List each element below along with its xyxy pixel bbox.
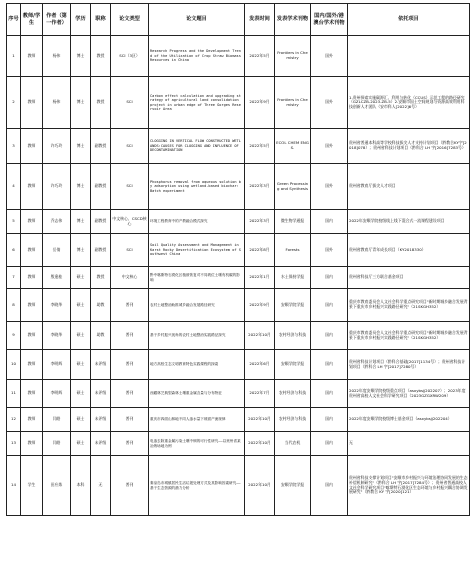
table-row [7,36,470,77]
paper-type-cell: 普刊 [111,380,149,408]
paper-title-cell: CLOGGING IN VERTICAL FLOW CONSTRUCTED WETLANDS:CAUSES FOR CLOGGING AND INFLUENCE OF DECONTAMINATION [149,129,245,164]
table-row [7,380,470,408]
row-number-cell: 9 [7,322,21,350]
publish-date-cell: 2022年10月 [245,408,275,432]
title-rank-cell: 副教授 [91,210,111,234]
paper-title-cell: 基于乡村振兴视角的农村土地整治实践路径探究 [149,322,245,350]
role-cell: 教师 [21,77,43,129]
role-cell: 教师 [21,408,43,432]
author-cell: 闫皓 [43,432,71,456]
education-cell: 硕士 [71,289,91,322]
publish-date-cell: 2022年3月 [245,210,275,234]
journal-region-cell: 国外 [311,36,348,77]
author-cell: 李晓华 [43,322,71,350]
title-rank-cell: 教授 [91,36,111,77]
header-cell: 论文题目 [149,4,245,36]
table-row [7,234,470,267]
title-rank-cell: 教授 [91,267,111,289]
title-rank-cell: 助教 [91,289,111,322]
title-rank-cell: 副教授 [91,164,111,210]
header-cell: 发表学术刊物 [275,4,311,36]
row-number-cell: 13 [7,432,21,456]
journal-cell: 安顺学院学报 [275,456,311,516]
author-cell: 许巧玲 [43,129,71,164]
paper-type-cell: 普刊 [111,289,149,322]
education-cell: 博士 [71,129,91,164]
paper-title-cell: Carbon effect calculation and upgrading strategy of agricultural land consolidation project in urban edge of Three Gorges Reservoir Area [149,77,245,129]
journal-cell: Frontiers in Chemistry [275,77,311,129]
journal-region-cell: 国内 [311,380,348,408]
table-row [7,456,470,516]
table-row [7,210,470,234]
publish-date-cell: 2022年6月 [245,350,275,380]
role-cell: 教师 [21,350,43,380]
title-rank-cell: 未评级 [91,350,111,380]
table-row [7,129,470,164]
table-row [7,289,470,322]
publish-date-cell: 2022年9月 [245,289,275,322]
author-cell: 田应炼 [43,456,71,516]
education-cell: 博士 [71,210,91,234]
header-cell: 发表时间 [245,4,275,36]
education-cell: 硕士 [71,350,91,380]
project-cell: 贵州省科技厅三方联合基金项目 [348,267,470,289]
author-cell: 岳倩 [43,234,71,267]
row-number-cell: 11 [7,380,21,408]
education-cell: 硕士 [71,432,91,456]
paper-list-sheet [6,3,469,516]
row-number-cell: 6 [7,234,21,267]
table-row [7,408,470,432]
author-cell: 乔志伟 [43,210,71,234]
journal-region-cell: 国内 [311,322,348,350]
role-cell: 教师 [21,267,43,289]
header-cell: 国内/国外/港澳台学术刊物 [311,4,348,36]
table-row [7,77,470,129]
table-row [7,267,470,289]
title-rank-cell: 未评级 [91,380,111,408]
journal-cell: Frontiers in Chemistry [275,36,311,77]
paper-type-cell: 普刊 [111,408,149,432]
journal-cell: 安顺学院学报 [275,289,311,322]
role-cell: 教师 [21,129,43,164]
journal-region-cell: 国内 [311,432,348,456]
project-cell: 贵州省教育厅青年成长项目（KY2018330） [348,234,470,267]
journal-region-cell: 国外 [311,164,348,210]
publish-date-cell: 2022年10月 [245,432,275,456]
publish-date-cell: 2022年5月 [245,129,275,164]
journal-cell: ECOL CHEM ENG S. [275,129,311,164]
project-cell: 贵州省普通本科高等学校科技拔尖人才支持计划项目（黔教合KY字[2018]078）；贵州省科技计划项目（黔科合 LH 字[2016]7283号） [348,129,470,164]
author-cell: 许巧玲 [43,164,71,210]
paper-type-cell: SCI（3区） [111,36,149,77]
education-cell: 博士 [71,164,91,210]
header-cell: 依托项目 [348,4,470,36]
education-cell: 硕士 [71,408,91,432]
education-cell: 博士 [71,36,91,77]
row-number-cell: 14 [7,456,21,516]
publish-date-cell: 2022年9月 [245,77,275,129]
journal-region-cell: 国外 [311,77,348,129]
publish-date-cell: 2022年10月 [245,322,275,350]
project-cell: 重庆市教育委员会人文社会科学重点研究项目"新时期城乡融合发展背景下重庆市乡村振兴实践路径研究"（21SKGH352） [348,289,470,322]
paper-title-cell: Soil Quality Assessment and Management in Karst Rocky Desertification Ecosystem of Southwest China [149,234,245,267]
paper-type-cell: 普刊 [111,432,149,456]
paper-type-cell: SCI [111,164,149,210]
education-cell: 本科 [71,456,91,516]
journal-cell: 农村经济与科技 [275,408,311,432]
title-rank-cell: 副教授 [91,234,111,267]
header-cell: 作者（第一作者） [43,4,71,36]
paper-title-cell: 重庆市四面山林地不同人渗水量下坡面产流规律 [149,408,245,432]
header-cell: 论文类型 [111,4,149,36]
paper-type-cell: 中文核心 [111,267,149,289]
paper-type-cell: SCI [111,129,149,164]
project-cell: 贵州省教育厅拔尖人才项目 [348,164,470,210]
table-body [7,36,470,516]
education-cell: 硕士 [71,267,91,289]
table-row [7,322,470,350]
row-number-cell: 8 [7,289,21,322]
paper-title-cell: 西藏林芝典型森林土壤重金属含量与分布特征 [149,380,245,408]
journal-cell: Green Processing and Synthesis [275,164,311,210]
paper-title-cell: 农村土地整治助推城乡融合发展路径研究 [149,289,245,322]
publish-date-cell: 2022年1月 [245,267,275,289]
title-rank-cell: 教授 [91,77,111,129]
table-row [7,432,470,456]
paper-type-cell: 普刊 [111,322,149,350]
author-cell: 杨伟 [43,36,71,77]
journal-cell: 安顺学院学报 [275,350,311,380]
journal-region-cell: 国外 [311,129,348,164]
paper-title-cell: Phosphorus removal from aqueous solution by adsorption using wetland-based biochar: Batch experiment [149,164,245,210]
project-cell: 2022年度安顺学院校级重点项目（asxybsjj202207）；2023年度贵州省高校人文社会科学研究项目（2023GZGXRW209） [348,380,470,408]
education-cell: 博士 [71,77,91,129]
paper-title-cell: 环境工程教育中的产教融合模式探究 [149,210,245,234]
journal-region-cell: 国内 [311,456,348,516]
row-number-cell: 12 [7,408,21,432]
paper-title-cell: 黔中喀斯特石漠化区植被恢复对不同坡位土壤有机碳的影响 [149,267,245,289]
paper-table [6,3,470,516]
project-cell: 2022年度安顺学院校级博士基金项目（asxybsjj202204） [348,408,470,432]
publish-date-cell: 2022年8月 [245,234,275,267]
title-rank-cell: 助教 [91,322,111,350]
education-cell: 博士 [71,234,91,267]
role-cell: 学生 [21,456,43,516]
education-cell: 硕士 [71,322,91,350]
role-cell: 教师 [21,234,43,267]
publish-date-cell: 2022年7月 [245,380,275,408]
project-cell: 重庆市教育委员会人文社会科学重点研究项目"新时期城乡融合发展背景下重庆市乡村振兴实践路径研究"（21SKGH352） [348,322,470,350]
role-cell: 教师 [21,210,43,234]
author-cell: 闫皓 [43,408,71,432]
author-cell: 杨伟 [43,77,71,129]
project-cell: 2022年安顺学院校级线上线下混合式一流课程建设项目 [348,210,470,234]
role-cell: 教师 [21,380,43,408]
role-cell: 教师 [21,322,43,350]
publish-date-cell: 2022年3月 [245,164,275,210]
journal-cell: 农村经济与科技 [275,380,311,408]
title-rank-cell: 未评级 [91,432,111,456]
publish-date-cell: 2022年10月 [245,456,275,516]
project-cell: 贵州省科技计划项目（黔科合基础[2017]1134号）；贵州省科技计划项目（黔科合 LH 字[2017]7280号） [348,350,470,380]
author-cell: 殷逢桂 [43,267,71,289]
row-number-cell: 7 [7,267,21,289]
journal-cell: Forests [275,234,311,267]
project-cell: 1.贵州探索实施碳源汇、利用与转化（CCUS）示范工程的路径研究（GZLCZB-2023-ZB-5）2.安顺市国土空间规划与资源高效利用科技创新人才团队（安市科人[2022]6号） [348,77,470,129]
project-cell: 贵州省科技支撑计划项目"安顺市乡村振兴与环境治理协同发展的生态补偿机制研究"（黔科合 LH 字[2017]7284号）；贵州省普通高校人文社会科学研究项目"喀斯特石漠化区生态环境与乡村振兴耦合协调发展研究"（黔教合 KY 字[2020]121） [348,456,470,516]
table-row [7,350,470,380]
header-cell: 职称 [91,4,111,36]
publish-date-cell: 2022年5月 [245,36,275,77]
title-rank-cell: 无 [91,456,111,516]
paper-type-cell: SCI [111,234,149,267]
project-cell [348,36,470,77]
role-cell: 教师 [21,36,43,77]
journal-cell: 水土保持学报 [275,267,311,289]
author-cell: 李晓华 [43,289,71,322]
row-number-cell: 3 [7,129,21,164]
row-number-cell: 5 [7,210,21,234]
paper-type-cell: SCI [111,77,149,129]
journal-cell: 当代农机 [275,432,311,456]
journal-region-cell: 国外 [311,234,348,267]
education-cell: 硕士 [71,380,91,408]
paper-title-cell: Research Progress and the Development Trend of the Utilization of Crop Straw Biomass Resources in China [149,36,245,77]
journal-region-cell: 国内 [311,210,348,234]
header-cell: 教师/学生 [21,4,43,36]
journal-cell: 微生物学通报 [275,210,311,234]
paper-title-cell: 电渗去除重金属污染土壤中铜的可行性研究——以贵州省某冶炼场地为例 [149,432,245,456]
header-cell: 序号 [7,4,21,36]
journal-region-cell: 国内 [311,350,348,380]
row-number-cell: 10 [7,350,21,380]
paper-type-cell: 普刊 [111,350,149,380]
journal-cell: 农村经济与科技 [275,322,311,350]
paper-type-cell: 普刊 [111,456,149,516]
row-number-cell: 1 [7,36,21,77]
author-cell: 李明辉 [43,380,71,408]
paper-type-cell: 中文核心、CSCD核心 [111,210,149,234]
journal-region-cell: 国内 [311,289,348,322]
table-header-row [7,4,470,36]
title-rank-cell: 未评级 [91,408,111,432]
paper-title-cell: 秦皇岛市城镇居民生活垃圾处理方式及其影响因素研究——基于生态资源的潜力分析 [149,456,245,516]
paper-title-cell: 地方高校生态文明教育特色实践课程的探索 [149,350,245,380]
row-number-cell: 2 [7,77,21,129]
project-cell: 无 [348,432,470,456]
role-cell: 教师 [21,289,43,322]
title-rank-cell: 副教授 [91,129,111,164]
journal-region-cell: 国内 [311,408,348,432]
row-number-cell: 4 [7,164,21,210]
journal-region-cell: 国内 [311,267,348,289]
role-cell: 教师 [21,164,43,210]
role-cell: 教师 [21,432,43,456]
header-cell: 学历 [71,4,91,36]
table-row [7,164,470,210]
author-cell: 李明辉 [43,350,71,380]
